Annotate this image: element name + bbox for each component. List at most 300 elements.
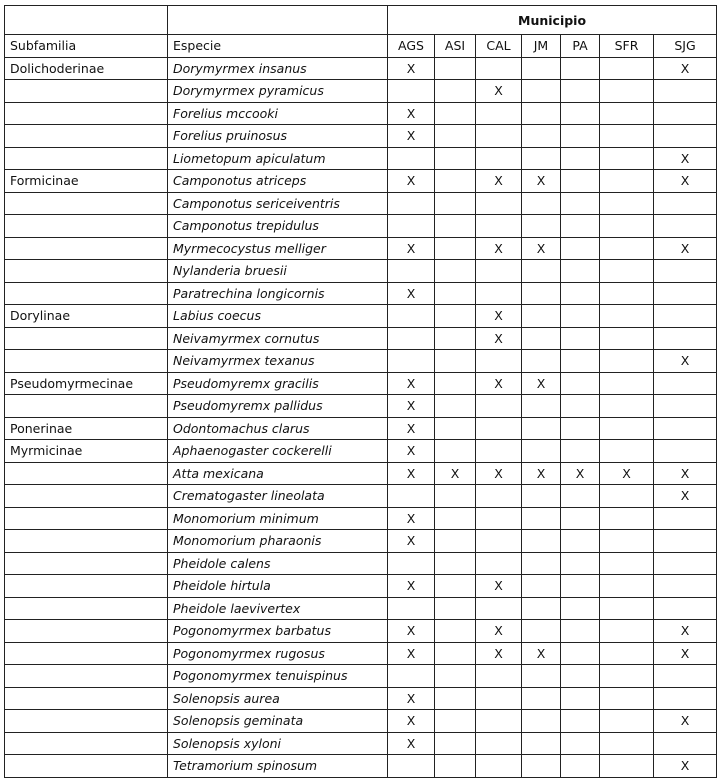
presence-mark-cell <box>600 215 654 238</box>
presence-mark-cell <box>476 710 522 733</box>
presence-mark-cell <box>561 597 600 620</box>
presence-mark-cell: X <box>654 57 717 80</box>
presence-mark-cell <box>476 125 522 148</box>
header-group-row <box>5 6 717 35</box>
presence-mark-cell <box>476 192 522 215</box>
species-cell: Labius coecus <box>168 305 388 328</box>
presence-mark-cell <box>435 620 476 643</box>
table-row <box>5 597 717 620</box>
presence-mark-cell <box>435 485 476 508</box>
subfamily-cell: Formicinae <box>5 170 168 193</box>
table-row <box>5 102 717 125</box>
presence-mark-cell <box>435 147 476 170</box>
presence-mark-cell <box>600 395 654 418</box>
presence-mark-cell <box>654 125 717 148</box>
presence-mark-cell <box>435 642 476 665</box>
presence-mark-cell <box>522 305 561 328</box>
presence-mark-cell <box>522 350 561 373</box>
presence-mark-cell <box>522 485 561 508</box>
presence-mark-cell <box>476 665 522 688</box>
header-row <box>5 35 717 58</box>
table-body <box>5 57 717 777</box>
table-row <box>5 575 717 598</box>
species-cell: Neivamyrmex texanus <box>168 350 388 373</box>
presence-mark-cell <box>476 282 522 305</box>
table-row <box>5 417 717 440</box>
presence-mark-cell <box>654 417 717 440</box>
presence-mark-cell: X <box>654 462 717 485</box>
species-cell: Pogonomyrmex tenuispinus <box>168 665 388 688</box>
presence-mark-cell <box>476 215 522 238</box>
subfamily-cell <box>5 192 168 215</box>
presence-mark-cell: X <box>388 57 435 80</box>
presence-mark-cell <box>522 530 561 553</box>
presence-mark-cell <box>654 372 717 395</box>
presence-mark-cell <box>435 507 476 530</box>
presence-mark-cell: X <box>388 237 435 260</box>
presence-mark-cell <box>435 170 476 193</box>
municipality-header: SFR <box>600 35 654 58</box>
presence-mark-cell <box>435 350 476 373</box>
presence-mark-cell <box>435 732 476 755</box>
presence-mark-cell: X <box>388 732 435 755</box>
presence-mark-cell: X <box>654 147 717 170</box>
presence-mark-cell <box>600 170 654 193</box>
species-cell: Camponotus atriceps <box>168 170 388 193</box>
presence-mark-cell: X <box>654 620 717 643</box>
subfamily-cell <box>5 485 168 508</box>
species-cell: Aphaenogaster cockerelli <box>168 440 388 463</box>
presence-mark-cell <box>522 620 561 643</box>
subfamily-cell <box>5 665 168 688</box>
subfamily-cell <box>5 462 168 485</box>
presence-mark-cell <box>522 80 561 103</box>
species-cell: Atta mexicana <box>168 462 388 485</box>
presence-mark-cell <box>476 350 522 373</box>
presence-mark-cell <box>600 57 654 80</box>
species-cell: Solenopsis xyloni <box>168 732 388 755</box>
subfamily-cell <box>5 755 168 778</box>
presence-mark-cell: X <box>522 170 561 193</box>
species-cell: Paratrechina longicornis <box>168 282 388 305</box>
table-row <box>5 237 717 260</box>
subfamily-cell: Dolichoderinae <box>5 57 168 80</box>
subfamily-cell <box>5 125 168 148</box>
subfamily-cell: Myrmicinae <box>5 440 168 463</box>
presence-mark-cell <box>435 665 476 688</box>
presence-mark-cell <box>600 710 654 733</box>
presence-mark-cell <box>435 395 476 418</box>
presence-mark-cell <box>388 552 435 575</box>
presence-mark-cell <box>561 260 600 283</box>
municipality-header: PA <box>561 35 600 58</box>
presence-mark-cell <box>600 102 654 125</box>
presence-mark-cell <box>435 530 476 553</box>
presence-mark-cell <box>522 417 561 440</box>
presence-mark-cell <box>600 575 654 598</box>
presence-mark-cell <box>522 665 561 688</box>
subfamily-cell <box>5 395 168 418</box>
table-row <box>5 462 717 485</box>
presence-mark-cell <box>561 620 600 643</box>
presence-mark-cell: X <box>654 170 717 193</box>
subfamily-cell <box>5 507 168 530</box>
presence-mark-cell <box>522 282 561 305</box>
table-row <box>5 552 717 575</box>
table-row <box>5 485 717 508</box>
municipality-header: CAL <box>476 35 522 58</box>
presence-mark-cell <box>600 260 654 283</box>
table-row <box>5 395 717 418</box>
table-row <box>5 372 717 395</box>
presence-mark-cell <box>388 597 435 620</box>
presence-mark-cell <box>388 80 435 103</box>
presence-mark-cell <box>388 147 435 170</box>
subfamily-cell <box>5 327 168 350</box>
presence-mark-cell <box>654 282 717 305</box>
presence-mark-cell <box>561 552 600 575</box>
species-cell: Pheidole calens <box>168 552 388 575</box>
table-row <box>5 755 717 778</box>
subfamily-cell: Ponerinae <box>5 417 168 440</box>
table-row <box>5 440 717 463</box>
presence-mark-cell <box>600 620 654 643</box>
presence-mark-cell <box>561 395 600 418</box>
presence-mark-cell <box>476 485 522 508</box>
species-cell: Solenopsis aurea <box>168 687 388 710</box>
presence-mark-cell <box>600 147 654 170</box>
presence-mark-cell <box>600 440 654 463</box>
municipality-header: ASI <box>435 35 476 58</box>
presence-mark-cell: X <box>388 642 435 665</box>
presence-mark-cell <box>435 372 476 395</box>
presence-mark-cell <box>476 440 522 463</box>
presence-mark-cell <box>522 192 561 215</box>
table-row <box>5 147 717 170</box>
subfamily-cell <box>5 282 168 305</box>
presence-mark-cell <box>654 192 717 215</box>
presence-mark-cell: X <box>522 462 561 485</box>
presence-mark-cell <box>600 125 654 148</box>
presence-mark-cell <box>388 305 435 328</box>
presence-mark-cell: X <box>476 305 522 328</box>
subfamily-cell <box>5 102 168 125</box>
subfamily-cell <box>5 642 168 665</box>
presence-mark-cell <box>476 552 522 575</box>
presence-mark-cell <box>522 125 561 148</box>
presence-mark-cell <box>476 687 522 710</box>
municipality-header: JM <box>522 35 561 58</box>
presence-mark-cell <box>388 327 435 350</box>
presence-mark-cell <box>600 282 654 305</box>
species-cell: Camponotus sericeiventris <box>168 192 388 215</box>
presence-mark-cell <box>654 102 717 125</box>
presence-mark-cell <box>522 260 561 283</box>
subfamily-cell <box>5 237 168 260</box>
species-cell: Pseudomyremx pallidus <box>168 395 388 418</box>
presence-mark-cell: X <box>654 237 717 260</box>
subfamily-cell <box>5 147 168 170</box>
presence-mark-cell <box>654 665 717 688</box>
presence-mark-cell: X <box>388 462 435 485</box>
presence-mark-cell <box>522 755 561 778</box>
presence-mark-cell <box>600 552 654 575</box>
presence-mark-cell <box>522 732 561 755</box>
presence-mark-cell <box>435 327 476 350</box>
presence-mark-cell <box>561 755 600 778</box>
subfamily-cell <box>5 732 168 755</box>
presence-mark-cell <box>561 485 600 508</box>
empty-header-cell <box>168 6 388 35</box>
subfamily-cell: Pseudomyrmecinae <box>5 372 168 395</box>
presence-mark-cell <box>388 192 435 215</box>
presence-mark-cell: X <box>388 395 435 418</box>
subfamily-cell: Dorylinae <box>5 305 168 328</box>
presence-mark-cell <box>435 57 476 80</box>
table-row <box>5 642 717 665</box>
species-cell: Nylanderia bruesii <box>168 260 388 283</box>
presence-mark-cell: X <box>522 642 561 665</box>
presence-mark-cell <box>476 417 522 440</box>
presence-mark-cell <box>561 575 600 598</box>
presence-mark-cell <box>654 507 717 530</box>
species-cell: Pogonomyrmex rugosus <box>168 642 388 665</box>
presence-mark-cell: X <box>600 462 654 485</box>
presence-mark-cell <box>600 350 654 373</box>
presence-mark-cell <box>561 507 600 530</box>
table-row <box>5 80 717 103</box>
presence-mark-cell <box>435 237 476 260</box>
presence-mark-cell <box>561 102 600 125</box>
presence-mark-cell <box>561 687 600 710</box>
presence-mark-cell <box>435 597 476 620</box>
subfamily-cell <box>5 575 168 598</box>
species-cell: Odontomachus clarus <box>168 417 388 440</box>
presence-mark-cell <box>435 575 476 598</box>
presence-mark-cell: X <box>654 485 717 508</box>
presence-mark-cell <box>476 597 522 620</box>
presence-mark-cell <box>388 665 435 688</box>
presence-mark-cell: X <box>388 620 435 643</box>
presence-mark-cell <box>561 57 600 80</box>
subfamily-cell <box>5 530 168 553</box>
table-row <box>5 57 717 80</box>
species-table <box>4 5 717 778</box>
species-cell: Camponotus trepidulus <box>168 215 388 238</box>
presence-mark-cell <box>435 102 476 125</box>
presence-mark-cell: X <box>388 282 435 305</box>
table-row <box>5 327 717 350</box>
presence-mark-cell <box>600 305 654 328</box>
presence-mark-cell <box>600 642 654 665</box>
subfamily-header: Subfamilia <box>5 35 168 58</box>
presence-mark-cell <box>561 237 600 260</box>
presence-mark-cell <box>435 552 476 575</box>
table-row <box>5 732 717 755</box>
subfamily-cell <box>5 350 168 373</box>
presence-mark-cell <box>600 665 654 688</box>
presence-mark-cell <box>561 417 600 440</box>
presence-mark-cell <box>561 732 600 755</box>
presence-mark-cell <box>600 327 654 350</box>
presence-mark-cell <box>561 372 600 395</box>
species-cell: Crematogaster lineolata <box>168 485 388 508</box>
species-cell: Tetramorium spinosum <box>168 755 388 778</box>
table-row <box>5 350 717 373</box>
presence-mark-cell: X <box>388 507 435 530</box>
subfamily-cell <box>5 215 168 238</box>
presence-mark-cell: X <box>388 170 435 193</box>
presence-mark-cell: X <box>654 710 717 733</box>
species-cell: Pseudomyremx gracilis <box>168 372 388 395</box>
presence-mark-cell <box>600 80 654 103</box>
municipality-header: AGS <box>388 35 435 58</box>
presence-mark-cell: X <box>476 642 522 665</box>
presence-mark-cell <box>561 305 600 328</box>
presence-mark-cell <box>522 440 561 463</box>
presence-mark-cell <box>522 687 561 710</box>
presence-mark-cell <box>561 282 600 305</box>
subfamily-cell <box>5 620 168 643</box>
presence-mark-cell <box>435 710 476 733</box>
presence-mark-cell <box>600 372 654 395</box>
table-row <box>5 710 717 733</box>
presence-mark-cell <box>654 552 717 575</box>
species-cell: Monomorium minimum <box>168 507 388 530</box>
species-cell: Dorymyrmex pyramicus <box>168 80 388 103</box>
presence-mark-cell <box>654 80 717 103</box>
table-row <box>5 305 717 328</box>
presence-mark-cell: X <box>388 710 435 733</box>
presence-mark-cell <box>435 282 476 305</box>
presence-mark-cell <box>522 597 561 620</box>
table-row <box>5 282 717 305</box>
presence-mark-cell: X <box>476 237 522 260</box>
presence-mark-cell: X <box>522 237 561 260</box>
subfamily-cell <box>5 80 168 103</box>
presence-mark-cell <box>561 147 600 170</box>
presence-mark-cell <box>476 260 522 283</box>
presence-mark-cell <box>600 687 654 710</box>
species-cell: Dorymyrmex insanus <box>168 57 388 80</box>
presence-mark-cell <box>435 125 476 148</box>
presence-mark-cell: X <box>476 327 522 350</box>
presence-mark-cell <box>522 57 561 80</box>
subfamily-cell <box>5 710 168 733</box>
species-cell: Monomorium pharaonis <box>168 530 388 553</box>
presence-mark-cell <box>561 170 600 193</box>
presence-mark-cell: X <box>435 462 476 485</box>
presence-mark-cell <box>476 147 522 170</box>
subfamily-cell <box>5 260 168 283</box>
presence-mark-cell <box>476 102 522 125</box>
presence-mark-cell <box>522 507 561 530</box>
presence-mark-cell <box>435 305 476 328</box>
presence-mark-cell <box>388 350 435 373</box>
table-row <box>5 125 717 148</box>
presence-mark-cell <box>435 80 476 103</box>
table-row <box>5 687 717 710</box>
presence-mark-cell: X <box>388 530 435 553</box>
presence-mark-cell <box>600 237 654 260</box>
species-cell: Pheidole laevivertex <box>168 597 388 620</box>
presence-mark-cell <box>476 755 522 778</box>
presence-mark-cell: X <box>476 462 522 485</box>
presence-mark-cell <box>522 575 561 598</box>
presence-mark-cell <box>522 102 561 125</box>
presence-mark-cell <box>654 575 717 598</box>
presence-mark-cell <box>435 440 476 463</box>
species-cell: Neivamyrmex cornutus <box>168 327 388 350</box>
presence-mark-cell <box>476 395 522 418</box>
presence-mark-cell <box>654 440 717 463</box>
presence-mark-cell <box>561 440 600 463</box>
species-cell: Myrmecocystus melliger <box>168 237 388 260</box>
presence-mark-cell <box>435 417 476 440</box>
presence-mark-cell: X <box>476 620 522 643</box>
presence-mark-cell <box>654 260 717 283</box>
presence-mark-cell: X <box>388 417 435 440</box>
presence-mark-cell <box>561 530 600 553</box>
presence-mark-cell <box>600 732 654 755</box>
species-cell: Pogonomyrmex barbatus <box>168 620 388 643</box>
presence-mark-cell <box>522 215 561 238</box>
presence-mark-cell: X <box>522 372 561 395</box>
presence-mark-cell <box>600 530 654 553</box>
municipio-header: Municipio <box>388 6 717 35</box>
presence-mark-cell <box>561 80 600 103</box>
presence-mark-cell: X <box>388 440 435 463</box>
presence-mark-cell: X <box>654 642 717 665</box>
presence-mark-cell <box>522 552 561 575</box>
subfamily-cell <box>5 552 168 575</box>
presence-mark-cell: X <box>654 755 717 778</box>
presence-mark-cell <box>522 395 561 418</box>
presence-mark-cell <box>600 417 654 440</box>
presence-mark-cell: X <box>388 125 435 148</box>
presence-mark-cell <box>561 350 600 373</box>
presence-mark-cell: X <box>388 102 435 125</box>
presence-mark-cell <box>654 215 717 238</box>
presence-mark-cell: X <box>476 575 522 598</box>
presence-mark-cell <box>476 57 522 80</box>
presence-mark-cell <box>561 710 600 733</box>
presence-mark-cell <box>654 305 717 328</box>
municipality-header: SJG <box>654 35 717 58</box>
presence-mark-cell <box>654 395 717 418</box>
presence-mark-cell <box>388 260 435 283</box>
species-cell: Forelius mccooki <box>168 102 388 125</box>
table-row <box>5 665 717 688</box>
presence-mark-cell <box>522 710 561 733</box>
presence-mark-cell: X <box>388 575 435 598</box>
presence-mark-cell: X <box>476 372 522 395</box>
species-cell: Solenopsis geminata <box>168 710 388 733</box>
presence-mark-cell: X <box>388 687 435 710</box>
table-row <box>5 620 717 643</box>
presence-mark-cell: X <box>654 350 717 373</box>
presence-mark-cell: X <box>388 372 435 395</box>
presence-mark-cell <box>600 507 654 530</box>
presence-mark-cell <box>476 530 522 553</box>
presence-mark-cell <box>522 327 561 350</box>
presence-mark-cell <box>388 215 435 238</box>
presence-mark-cell <box>435 687 476 710</box>
subfamily-cell <box>5 687 168 710</box>
presence-mark-cell: X <box>476 80 522 103</box>
species-header: Especie <box>168 35 388 58</box>
table-row <box>5 260 717 283</box>
